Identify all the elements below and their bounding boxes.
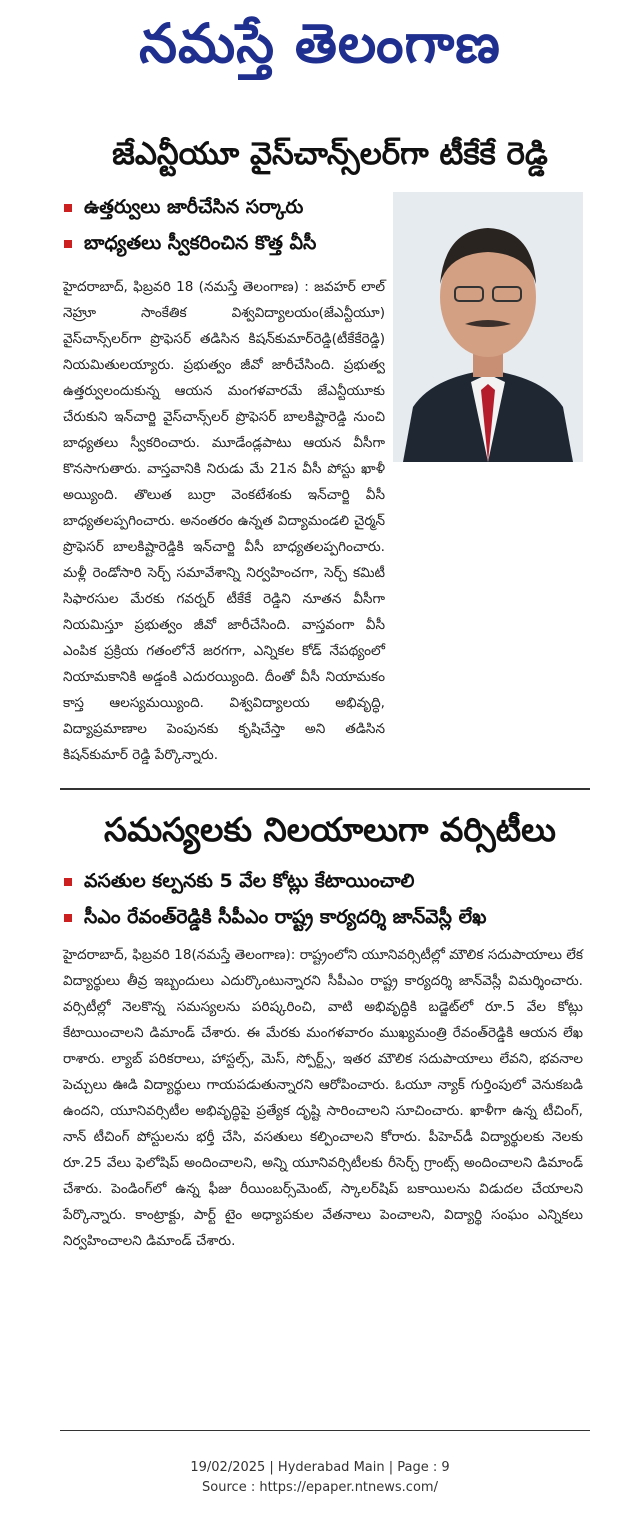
article2-bullet-2 xyxy=(64,904,486,930)
bullet-icon xyxy=(64,878,72,886)
masthead xyxy=(0,8,640,80)
bullet-icon xyxy=(64,914,72,922)
footer-edition: 19/02/2025 | Hyderabad Main | Page : 9 xyxy=(190,1460,450,1475)
article2-headline: సమస్యలకు నిలయాలుగా వర్సిటీలు xyxy=(104,810,556,849)
article1-bullet-1-text: ఉత్తర్వులు జారీచేసిన సర్కారు xyxy=(84,196,304,218)
article2-bullet-1-text: వసతుల కల్పనకు 5 వేల కోట్లు కేటాయించాలి xyxy=(84,870,415,892)
bullet-icon xyxy=(64,204,72,212)
article2-body: హైదరాబాద్‌, ఫిబ్రవరి 18(నమస్తే తెలంగాణ): రాష్ట్రంలోని యూనివర్సిటీల్లో మౌలిక సదుపాయాలు లేక విద్యార్థులు తీవ్ర ఇబ్బందులు ఎదుర్కొంటున్నారని సీపీఎం రాష్ట్ర కార్యదర్శి జాన్‌వెస్లీ విమర్శించారు. వర్సిటీల్లో నెలకొన్న సమస్యలను పరిష్కరించి, వాటి అభివృద్ధికి బడ్జెట్‌లో రూ.5 వేల కోట్లు కేటాయించాలని డిమాండ్‌ చేశారు. ఈ మేరకు మంగళవారం ముఖ్యమంత్రి రేవంత్‌రెడ్డికి ఆయన లేఖ రాశారు. ల్యాబ్‌ పరికరాలు, హాస్టల్స్‌, మెస్‌, స్పోర్ట్స్‌, ఇతర మౌలిక సదుపాయాలు లేవని, భవనాల పెచ్చులు ఊడి విద్యార్థులు గాయపడుతున్నారని ఆరోపించారు. ఓయూ న్యాక్‌ గుర్తింపులో వెనుకబడి ఉందని, యూనివర్సిటీల అభివృద్ధిపై ప్రత్యేక దృష్టి సారించాలని సూచించారు. ఖాళీగా ఉన్న టీచింగ్‌, నాన్‌ టీచింగ్‌ పోస్టులను భర్తీ చేసి, వసతులు కల్పించాలని కోరారు. పీహెచ్‌డీ విద్యార్థులకు నెలకు రూ.25 వేలు ఫెలోషిప్‌ అందించాలని, అన్ని యూనివర్సిటీలకు రీసెర్చ్‌ గ్రాంట్స్‌ అందించాలని డిమాండ్‌ చేశారు. పెండింగ్‌లో ఉన్న ఫీజు రీయింబర్స్‌మెంట్‌, స్కాలర్‌షిప్‌ బకాయిలను విడుదల చేయాలని పేర్కొన్నారు. కాంట్రాక్టు, పార్ట్‌ టైం అధ్యాపకుల వేతనాలు పెంచాలని, విద్యార్థి సంఘం ఎన్నికలు నిర్వహించాలని డిమాండ్‌ చేశారు. xyxy=(63,947,583,1249)
footer-source: Source : https://epaper.ntnews.com/ xyxy=(202,1480,438,1495)
article1-body-continued xyxy=(63,482,583,778)
article1-body-text: హైదరాబాద్‌, ఫిబ్రవరి 18 (నమస్తే తెలంగాణ) : జవహర్‌ లాల్‌ నెహ్రూ సాంకేతిక విశ్వవిద్యాలయం(జేఎన్టీయూ) వైస్‌చాన్స్‌లర్‌గా ప్రొఫెసర్‌ తడిసిన కిషన్‌కుమార్‌రెడ్డి(టీకేకేరెడ్డి) నియమితులయ్యారు. ప్రభుత్వం జీవో జారీచేసింది. ప్రభుత్వ ఉత్తర్వులందుకున్న ఆయన మంగళవారమే జేఎన్టీయూకు చేరుకుని ఇన్‌చార్జి వైస్‌చాన్స్‌లర్‌ ప్రొఫెసర్‌ బాలకిష్టారెడ్డి నుంచి బాధ్యతలు స్వీకరించారు. మూడేండ్లపాటు ఆయన వీసీగా కొనసాగుతారు. వాస్తవానికి నిరుడు మే 21న వీసీ పోస్టు ఖాళీ అయ్యింది. తొలుత బుర్రా వెంకటేశంకు ఇన్‌చార్జి వీసీ బాధ్యతలప్పగించారు. అనంతరం ఉన్నత విద్యామండలి చైర్మన్‌ ప్రొఫెసర్‌ బాలకిష్టారెడ్డికి ఇన్‌చార్జి వీసీ బాధ్యతలప్పగించారు. మళ్లీ రెండోసారి సెర్చ్‌ సమావేశాన్ని నిర్వహించగా, సెర్చ్‌ కమిటీ సిఫారసుల మేరకు గవర్నర్‌ టీకేకే రెడ్డిని నూతన వీసీగా నియమిస్తూ ప్రభుత్వం జీవో జారీచేసింది. వాస్తవంగా వీసీ ఎంపిక ప్రక్రియ గతంలోనే జరగగా, ఎన్నికల కోడ్‌ నేపథ్యంలో నియామకానికి అడ్డంకి ఎదురయ్యింది. దీంతో వీసీ నియామకం కాస్త ఆలస్యమయ్యింది. విశ్వవిద్యాలయ అభివృద్ధి, విద్యాప్రమాణాల పెంపునకు కృషిచేస్తా అని తడిసిన కిషన్‌కుమార్‌ రెడ్డి పేర్కొన్నారు. xyxy=(63,279,385,763)
article1-body xyxy=(63,274,583,763)
article2-bullet-1 xyxy=(64,868,414,894)
section-divider xyxy=(60,788,590,790)
masthead-title: నమస్తే తెలంగాణ xyxy=(139,12,501,75)
article2-bullet-2-text: సీఎం రేవంత్‌రెడ్డికి సీపీఎం రాష్ట్ర కార్యదర్శి జాన్‌వెస్లీ లేఖ xyxy=(84,906,487,928)
footer-rule xyxy=(60,1430,590,1431)
article1-bullet-2 xyxy=(64,230,316,256)
article1-bullet-1 xyxy=(64,194,303,220)
bullet-icon xyxy=(64,240,72,248)
article1-headline: జేఎన్టీయూ వైస్‌చాన్స్‌లర్‌గా టీకేకే రెడ్డి xyxy=(112,136,548,172)
article1-bullet-2-text: బాధ్యతలు స్వీకరించిన కొత్త వీసీ xyxy=(84,232,317,254)
